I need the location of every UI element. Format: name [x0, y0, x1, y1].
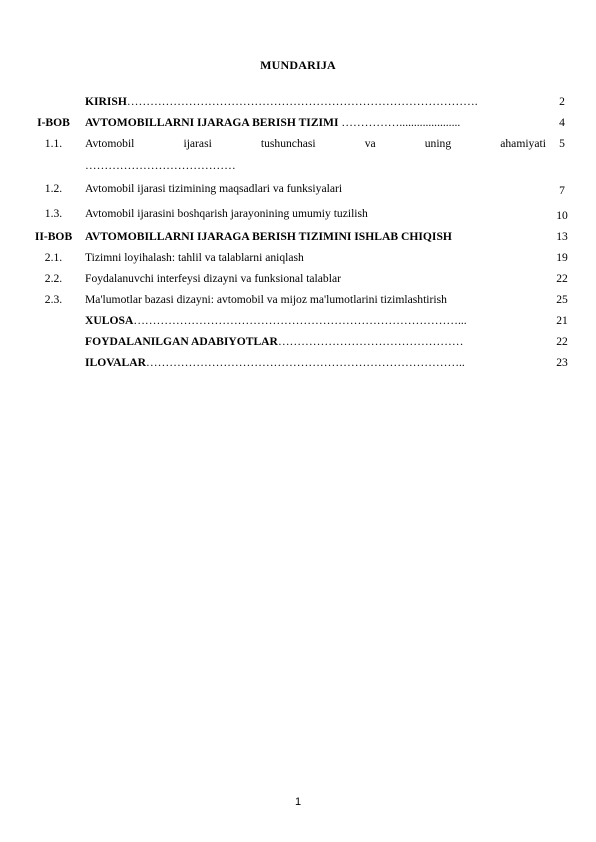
toc-entry-text: Foydalanuvchi interfeysi dizayni va funksional talablar	[85, 272, 341, 285]
toc-page-number: 25	[556, 293, 568, 306]
toc-number: 2.1.	[44, 251, 63, 264]
page-number-footer: 1	[294, 796, 302, 808]
toc-row-2-2	[22, 271, 578, 286]
toc-number: II-BOB	[34, 230, 73, 243]
toc-row-xulosa	[22, 313, 578, 328]
toc-number: 1.2.	[44, 182, 63, 195]
toc-entry-text: Avtomobil ijarasini boshqarish jarayonining umumiy tuzilish	[85, 207, 368, 220]
toc-page-number: 22	[556, 272, 568, 285]
toc-page-number: 7	[559, 184, 565, 197]
toc-leader-dots: …………………………………………………………………………...	[133, 314, 467, 327]
toc-number: 1.1.	[44, 137, 63, 150]
toc-leader-dots: …………….....................	[341, 116, 461, 129]
toc-page-number: 13	[556, 230, 568, 243]
toc-row-2-1	[22, 250, 578, 265]
toc-leader-dots: …………………………………………	[277, 335, 464, 348]
toc-row-adabiyotlar	[22, 334, 578, 349]
toc-row-chapter-2	[22, 229, 578, 244]
table-of-contents	[22, 94, 578, 370]
toc-entry-text: XULOSA…………………………………………………………………………...	[85, 314, 467, 327]
toc-entry-text: FOYDALANILGAN ADABIYOTLAR…………………………………………	[85, 335, 464, 348]
toc-entry-text: AVTOMOBILLARNI IJARAGA BERISH TIZIMINI ISHLAB CHIQISH	[85, 230, 452, 243]
toc-entry-justified-line: Avtomobil ijarasi tushunchasi va uning ahamiyati	[85, 137, 546, 150]
toc-row-2-3	[22, 292, 578, 307]
toc-entry-text	[85, 136, 546, 173]
toc-page-number: 5	[559, 137, 565, 150]
toc-row-1-1	[22, 136, 578, 173]
toc-page-number: 2	[559, 95, 565, 108]
toc-page-number: 4	[559, 116, 565, 129]
toc-number: 2.2.	[44, 272, 63, 285]
toc-leader-dots: …………………………………	[85, 159, 236, 172]
toc-page-number: 22	[556, 335, 568, 348]
toc-page-number: 10	[556, 209, 568, 222]
toc-entry-text: Avtomobil ijarasi tizimining maqsadlari va funksiyalari	[85, 182, 343, 195]
toc-entry-text: AVTOMOBILLARNI IJARAGA BERISH TIZIMI …………….....................	[85, 116, 461, 129]
toc-row-1-2	[22, 181, 578, 198]
toc-title: MUNDARIJA	[260, 58, 336, 72]
toc-row-kirish	[22, 94, 578, 109]
toc-leader-dots: ……………………………………………………………………………….	[126, 95, 478, 108]
toc-page-number: 23	[556, 356, 568, 369]
toc-row-ilovalar	[22, 355, 578, 370]
toc-page-number: 21	[556, 314, 568, 327]
toc-row-1-3	[22, 206, 578, 223]
toc-entry-text: Tizimni loyihalash: tahlil va talablarni aniqlash	[85, 251, 304, 264]
toc-entry-text: Ma'lumotlar bazasi dizayni: avtomobil va mijoz ma'lumotlarini tizimlashtirish	[85, 293, 447, 306]
toc-entry-text: KIRISH……………………………………………………………………………….	[85, 95, 478, 108]
toc-page-number: 19	[556, 251, 568, 264]
toc-number: 1.3.	[44, 207, 63, 220]
toc-number: 2.3.	[44, 293, 63, 306]
toc-leader-dots: ………………………………………………………………………..	[146, 356, 465, 369]
toc-number: I-BOB	[37, 116, 70, 129]
toc-row-chapter-1	[22, 115, 578, 130]
toc-entry-text: ILOVALAR………………………………………………………………………..	[85, 356, 465, 369]
